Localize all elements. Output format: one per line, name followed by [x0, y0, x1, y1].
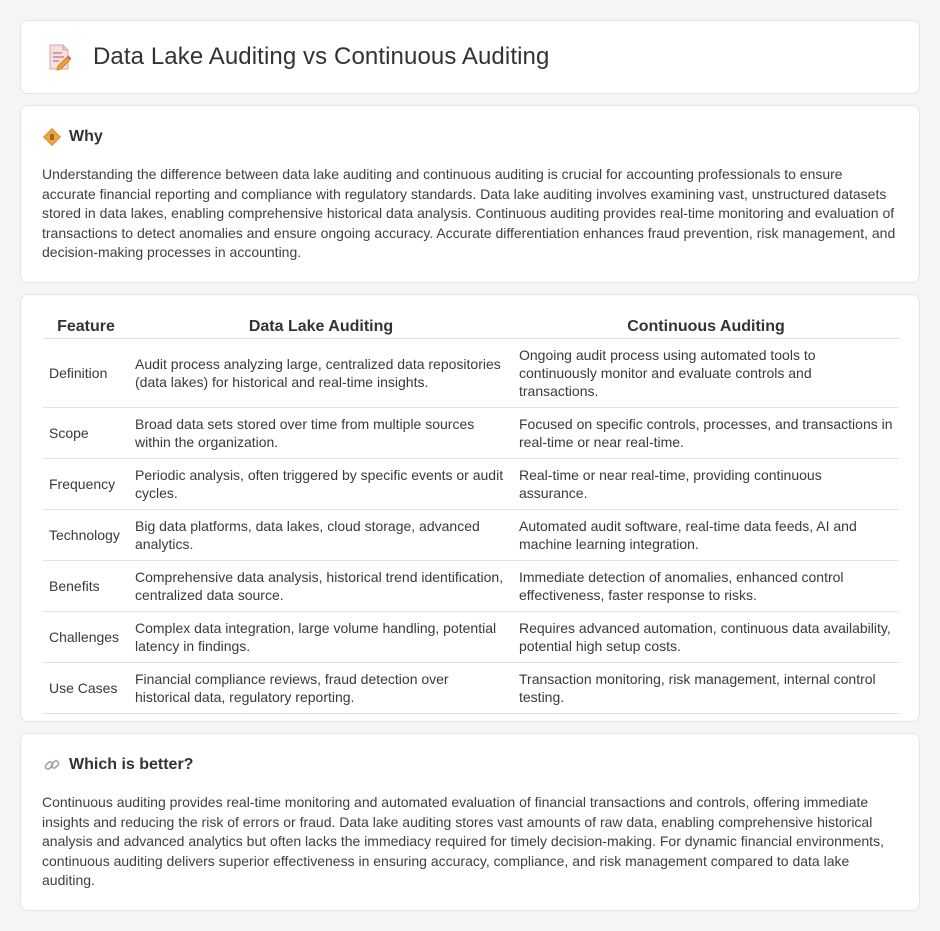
feature-cell: Definition: [43, 339, 129, 408]
continuous-cell: Automated audit software, real-time data feeds, AI and machine learning integration.: [513, 510, 899, 561]
table-row: [43, 663, 899, 714]
table-row: [43, 561, 899, 612]
feature-cell: Challenges: [43, 612, 129, 663]
why-title: Why: [69, 128, 103, 145]
why-text: Understanding the difference between data lake auditing and continuous auditing is crucial for accounting professionals to ensure accurate financial reporting and compliance with regulatory standards. Data lake auditing involves examining vast, unstructured datasets stored in data lakes, enabling comprehensive historical data analysis. Continuous auditing provides real-time monitoring and evaluation of transactions to detect anomalies and ensure ongoing accuracy. Accurate differentiation enhances fraud prevention, risk management, and decision-making processes in accounting.: [42, 166, 896, 261]
table-header-row: [43, 317, 899, 339]
diamond-sign-icon: [43, 128, 61, 146]
feature-cell: Scope: [43, 408, 129, 459]
why-heading: [43, 128, 103, 146]
continuous-cell: Ongoing audit process using automated tools to continuously monitor and evaluate controls and transactions.: [513, 339, 899, 408]
comparison-table: [43, 317, 899, 714]
comparison-card: [20, 294, 920, 722]
which-is-better-card: [20, 733, 920, 911]
why-card: [20, 105, 920, 283]
continuous-cell: Requires advanced automation, continuous data availability, potential high setup costs.: [513, 612, 899, 663]
header-card: [20, 20, 920, 94]
table-row: [43, 510, 899, 561]
data-lake-cell: Periodic analysis, often triggered by specific events or audit cycles.: [129, 459, 513, 510]
feature-cell: Use Cases: [43, 663, 129, 714]
feature-cell: Frequency: [43, 459, 129, 510]
table-row: [43, 408, 899, 459]
continuous-cell: Real-time or near real-time, providing continuous assurance.: [513, 459, 899, 510]
link-icon: [43, 756, 61, 774]
document-edit-icon: [47, 43, 71, 71]
table-row: [43, 459, 899, 510]
feature-cell: Benefits: [43, 561, 129, 612]
data-lake-cell: Broad data sets stored over time from multiple sources within the organization.: [129, 408, 513, 459]
feature-cell: Technology: [43, 510, 129, 561]
continuous-cell: Focused on specific controls, processes, and transactions in real-time or near real-time.: [513, 408, 899, 459]
title-row: [47, 43, 549, 71]
data-lake-cell: Comprehensive data analysis, historical trend identification, centralized data source.: [129, 561, 513, 612]
header-data-lake: Data Lake Auditing: [129, 317, 513, 339]
table-row: [43, 612, 899, 663]
table-row: [43, 339, 899, 408]
data-lake-cell: Big data platforms, data lakes, cloud storage, advanced analytics.: [129, 510, 513, 561]
better-title: Which is better?: [69, 756, 194, 773]
better-text: Continuous auditing provides real-time monitoring and automated evaluation of financial transactions and controls, offering immediate insights and reducing the risk of errors or fraud. Data lake auditing stores vast amounts of raw data, enabling comprehensive historical analysis and advanced analytics but often lacks the immediacy required for timely decision-making. For dynamic financial environments, continuous auditing delivers superior effectiveness in ensuring accuracy, compliance, and risk management compared to data lake auditing.: [42, 794, 884, 889]
continuous-cell: Transaction monitoring, risk management, internal control testing.: [513, 663, 899, 714]
header-continuous: Continuous Auditing: [513, 317, 899, 339]
header-feature: Feature: [43, 317, 129, 339]
continuous-cell: Immediate detection of anomalies, enhanced control effectiveness, faster response to risks.: [513, 561, 899, 612]
data-lake-cell: Financial compliance reviews, fraud detection over historical data, regulatory reporting.: [129, 663, 513, 714]
page-title: Data Lake Auditing vs Continuous Auditing: [93, 43, 550, 70]
data-lake-cell: Complex data integration, large volume handling, potential latency in findings.: [129, 612, 513, 663]
better-heading: [43, 756, 193, 774]
data-lake-cell: Audit process analyzing large, centralized data repositories (data lakes) for historical and real-time insights.: [129, 339, 513, 408]
